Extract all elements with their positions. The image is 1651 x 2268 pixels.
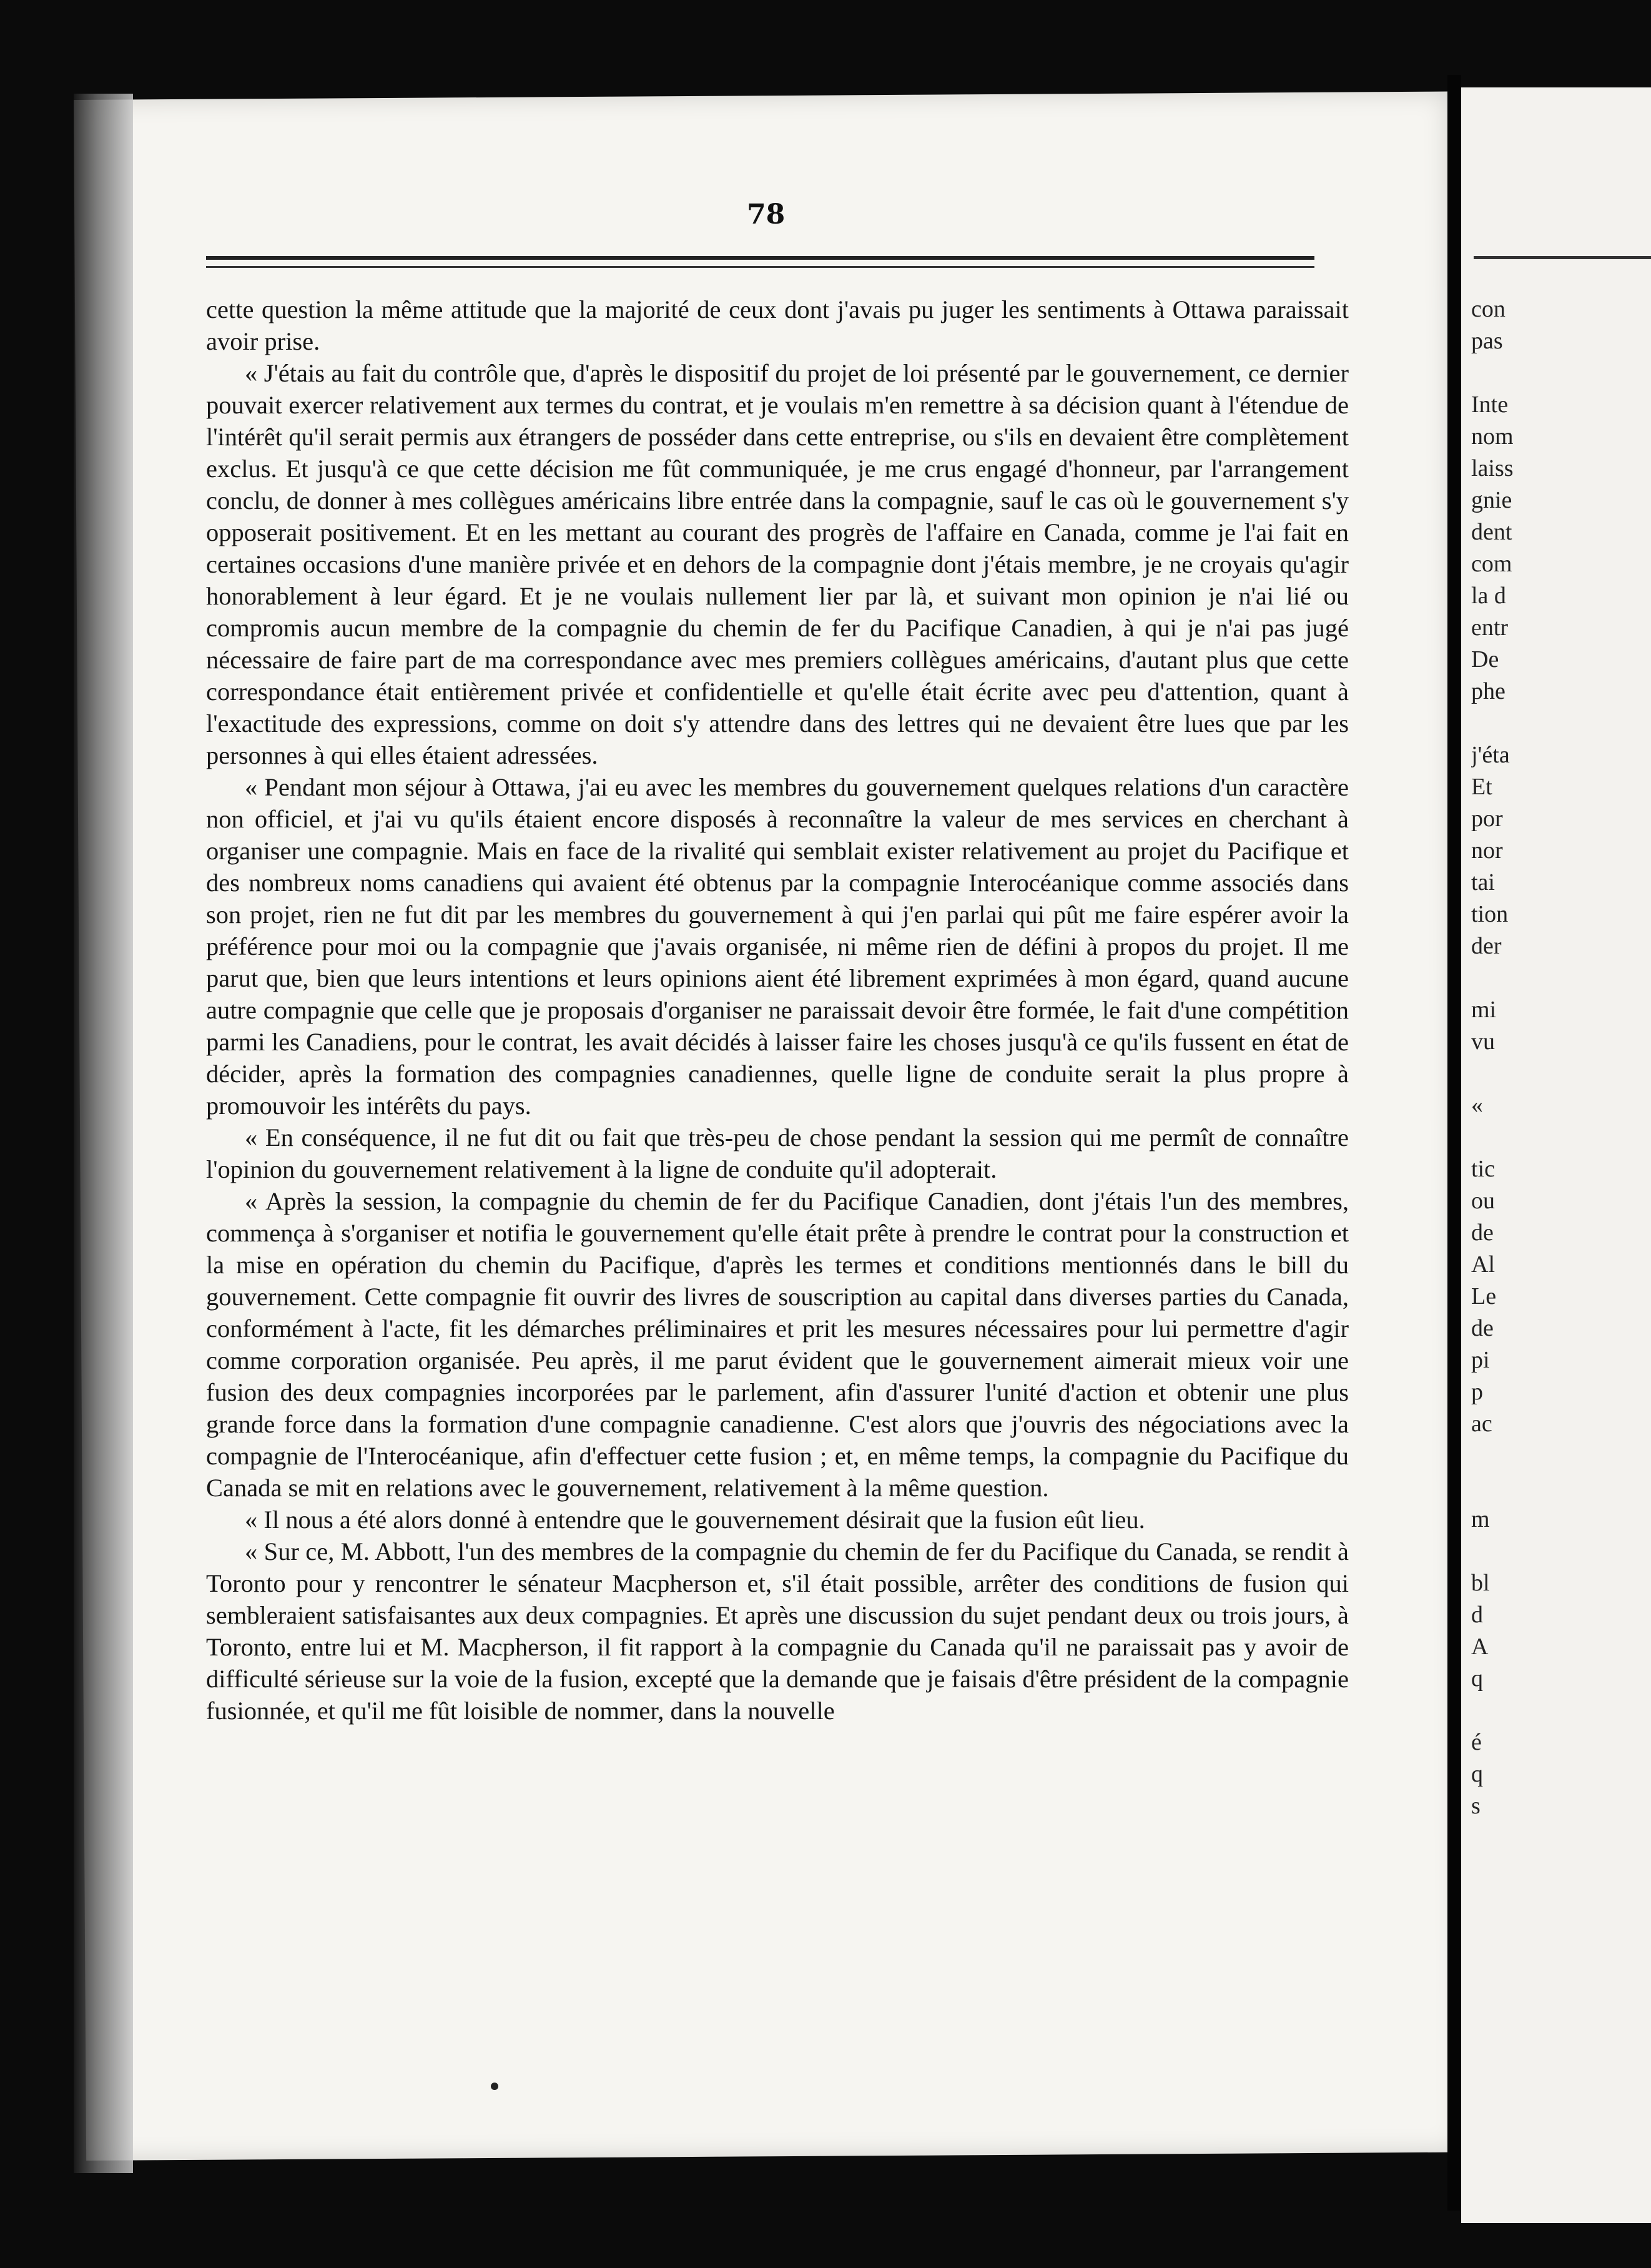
right-page-line: com (1471, 551, 1512, 577)
right-page-line (1471, 1440, 1651, 1472)
right-page-line: De (1471, 646, 1499, 673)
right-page-line (1471, 1472, 1651, 1504)
right-page-line: Et (1471, 774, 1492, 800)
right-page-line: con (1471, 296, 1506, 322)
paragraph: « Sur ce, M. Abbott, l'un des membres de la compagnie du chemin de fer du Pacifique du Canada, se rendit à Toronto pour y rencontrer le sénateur Macpherson et, s'il était possible, arrêter des conditions de fusion qui sembleraient satisfaisantes aux deux compagnies. Et après une discussion du sujet pendant deux ou trois jours, à Toronto, entre lui et M. Macpherson, il fit rapport à la compagnie du Canada qu'il ne paraissait pas y avoir de difficulté sérieuse sur la voie de la fusion, excepté que la demande que je faisais d'être président de la compagnie fusionnée, et qu'il me fût loisible de nommer, dans la nouvelle (206, 1537, 1349, 1725)
right-page-line: m (1471, 1506, 1490, 1532)
binding-shadow (74, 94, 133, 2173)
right-page-line: pas (1471, 328, 1503, 354)
right-page-line: pi (1471, 1347, 1490, 1373)
page-gutter (1447, 75, 1461, 2211)
right-page-line: Al (1471, 1251, 1495, 1278)
ink-dot (491, 2083, 498, 2090)
right-page-line: « (1471, 1092, 1489, 1118)
paragraph: « Après la session, la compagnie du chemin de fer du Pacifique Canadien, dont j'étais l'un des membres, commença à s'organiser et notifia le gouvernement qu'elle était prête à prendre le contrat pour la construction et la mise en opération du chemin du Pacifique, d'après les termes et conditions mentionnés dans le bill du gouvernement. Cette compagnie fit ouvrir des livres de souscription au capital dans diverses parties du Canada, conformément à l'acte, fit les démarches préliminaires et prit les mesures nécessaires pour lui permettre d'agir comme corporation organisée. Peu après, il me parut évident que le gouvernement aimerait mieux voir une fusion des deux compagnies incorporées par le parlement, afin d'assurer l'unité d'action et obtenir une plus grande force dans la formation d'une compagnie canadienne. C'est alors que j'ouvris des négociations avec la compagnie de l'Interocéanique, afin d'effectuer cette fusion ; et, en même temps, la compagnie du Pacifique du Canada se mit en relations avec le gouvernement, relativement à la même question. (206, 1187, 1349, 1502)
right-page-line: p (1471, 1379, 1483, 1405)
right-page-line: la d (1471, 583, 1506, 609)
paragraph: « En conséquence, il ne fut dit ou fait que très-peu de chose pendant la session qui me permît de connaître l'opinion du gouvernement relativement à la ligne de conduite qu'il adopterait. (206, 1123, 1349, 1183)
right-page-line (1471, 1536, 1651, 1567)
right-page-line: de (1471, 1220, 1494, 1246)
right-page-line (1471, 962, 1651, 994)
right-page-line: s (1471, 1793, 1481, 1819)
right-page-line: gnie (1471, 487, 1512, 513)
right-page-line: bl (1471, 1570, 1490, 1596)
right-page-line: A (1471, 1634, 1489, 1660)
header-rule-thin (206, 266, 1314, 268)
paragraph: « J'étais au fait du contrôle que, d'après le dispositif du projet de loi présenté par le gouvernement, ce dernier pouvait exercer relativement aux termes du contrat, et je voulais m'en remettre à sa décision quant à l'étendue de l'intérêt qu'il serait permis aux étrangers de posséder dans cette entreprise, ou s'ils en devaient être complètement exclus. Et jusqu'à ce que cette décision me fût communiquée, je me crus engagé d'honneur, par l'arrangement conclu, de donner à mes collègues américains libre entrée dans la compagnie, sauf le cas où le gouvernement s'y opposerait positivement. Et en les mettant au courant des progrès de l'affaire en Canada, comme je l'ai fait en certaines occasions d'une manière privée et en dehors de la compagnie dont j'étais membre, je ne croyais qu'agir honorablement à leur égard. Et je ne voulais nullement lier par là, et suivant mon opinion je n'ai lié ou compromis aucun membre de la compagnie du chemin de fer du Pacifique Canadien, à qui je n'ai pas jugé nécessaire de faire part de ma correspondance avec mes premiers collègues américains, d'autant plus que cette correspondance était entièrement privée et confidentielle et qu'elle était écrite avec peu d'attention, quant à l'exactitude des expressions, comme on doit s'y attendre dans des lettres qui ne devaient être lues que par les personnes à qui elles étaient adressées. (206, 359, 1349, 769)
paragraph: « Il nous a été alors donné à entendre que le gouvernement désirait que la fusion eût lieu. (245, 1506, 1145, 1534)
header-rule-thick (206, 256, 1314, 260)
right-page-line: entr (1471, 614, 1509, 641)
right-page-line: q (1471, 1665, 1483, 1692)
right-page-line: d (1471, 1602, 1483, 1628)
right-page-line: laiss (1471, 455, 1514, 481)
right-page-line: tic (1471, 1156, 1495, 1182)
right-page-line (1471, 1695, 1651, 1727)
right-page-line (1471, 1122, 1651, 1153)
right-page-line: q (1471, 1761, 1483, 1787)
right-page-line: ac (1471, 1411, 1492, 1437)
right-page-fragments (1471, 293, 1651, 1822)
right-page-line: nor (1471, 837, 1503, 864)
right-page-rule (1474, 256, 1651, 259)
right-page-line: de (1471, 1315, 1494, 1341)
right-page-line: der (1471, 933, 1502, 959)
right-page-line: mi (1471, 997, 1497, 1023)
right-page-line (1471, 1058, 1651, 1090)
right-page-line: por (1471, 806, 1503, 832)
right-page-line: é (1471, 1729, 1482, 1755)
body-text (206, 293, 1349, 1727)
right-page-line: tion (1471, 901, 1509, 927)
right-page-line: vu (1471, 1028, 1495, 1055)
right-page-line: phe (1471, 678, 1506, 704)
page-number: 78 (747, 199, 786, 230)
paragraph: « Pendant mon séjour à Ottawa, j'ai eu avec les membres du gouvernement quelques relations d'un caractère non officiel, et j'ai vu qu'ils étaient encore disposés à reconnaître la valeur de mes services en cherchant à organiser une compagnie. Mais en face de la rivalité qui semblait exister relativement au projet du Pacifique et des nombreux noms canadiens qui avaient été obtenus par la compagnie Interocéanique comme associés dans son projet, rien ne fut dit par les membres du gouvernement à qui j'en parlai qui pût me faire espérer avoir la préférence pour moi ou la compagnie que j'avais organisée, ni même rien de défini à propos du projet. Il me parut que, bien que leurs intentions et leurs opinions aient été librement exprimées à mon égard, quand aucune autre compagnie que celle que je proposais d'organiser ne paraissait devoir être formée, le fait d'une compétition parmi les Canadiens, pour le contrat, les avait décidés à laisser faire les choses jusqu'à ce qu'ils fussent en état de décider, après la formation des compagnies canadiennes, quelle ligne de conduite serait la plus propre à promouvoir les intérêts du pays. (206, 773, 1349, 1120)
right-page-line (1471, 357, 1651, 389)
right-page-line: ou (1471, 1188, 1495, 1214)
right-page-line: tai (1471, 869, 1495, 895)
right-page-line (1471, 708, 1651, 739)
right-page-line: j'éta (1471, 742, 1510, 768)
right-page-line: Le (1471, 1283, 1497, 1309)
right-page-line: Inte (1471, 392, 1509, 418)
paragraph: cette question la même attitude que la majorité de ceux dont j'avais pu juger les sentiments à Ottawa paraissait avoir prise. (206, 295, 1349, 355)
right-page-line: dent (1471, 519, 1512, 545)
right-page-line: nom (1471, 423, 1514, 450)
